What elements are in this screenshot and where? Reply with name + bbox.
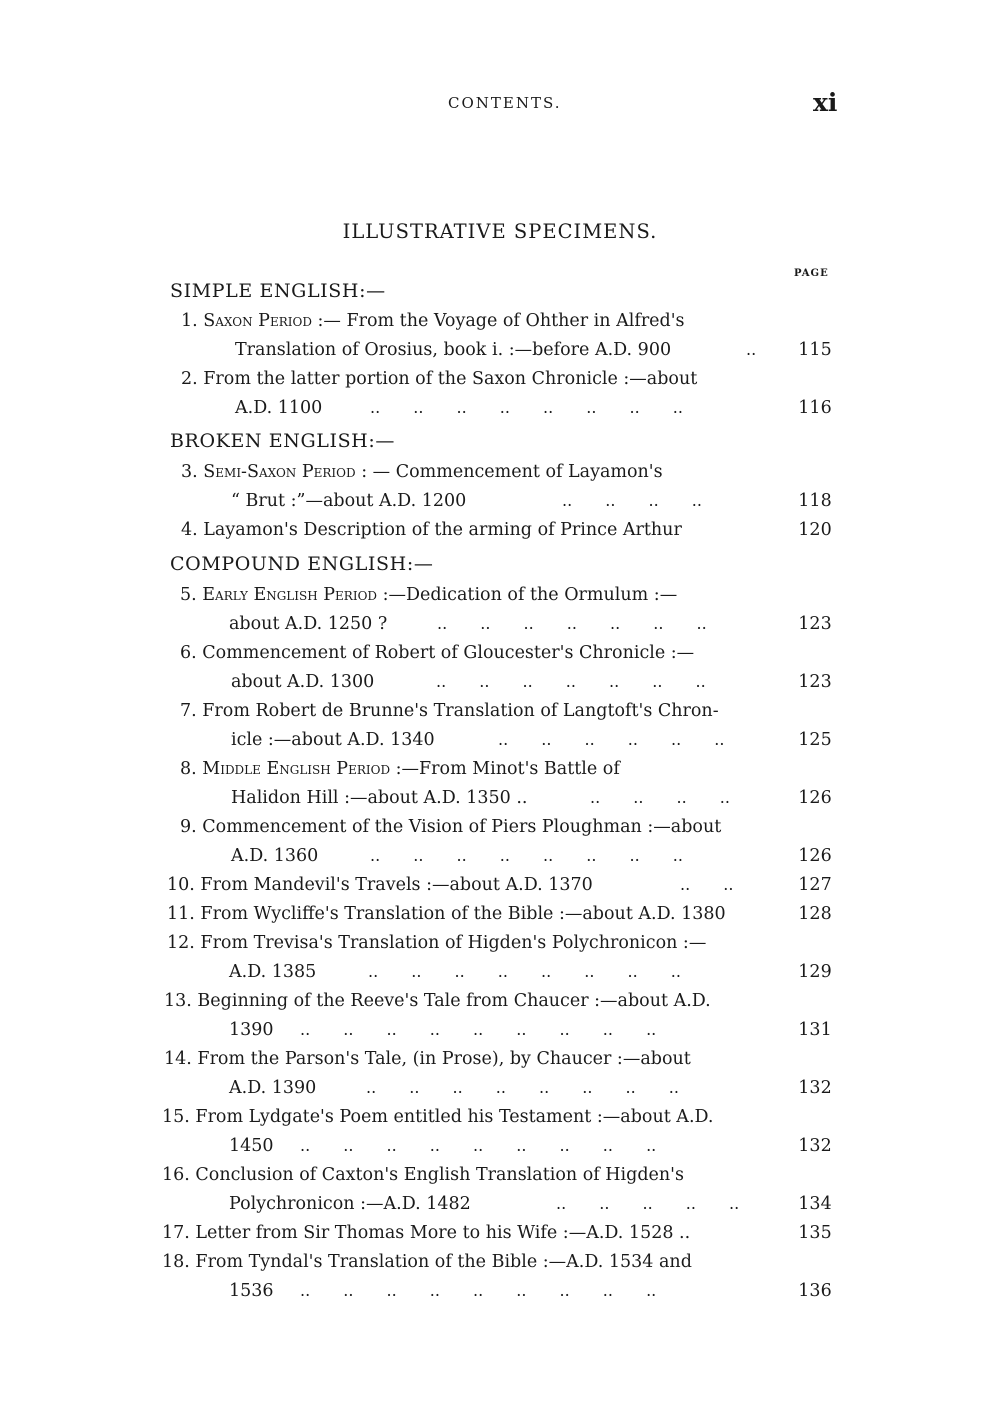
leader-dots: .. .. .. .. .. .. .. .. ..	[300, 1020, 657, 1039]
entry-13-page: 131	[798, 1020, 832, 1040]
leader-dots: .. .. .. .. .. .. .. .. ..	[300, 1136, 657, 1155]
leader-dots: .. .. .. .. .. .. .. ..	[370, 846, 683, 865]
entry-9-page: 126	[798, 846, 832, 866]
entry-2-page: 116	[798, 398, 832, 418]
entry-5-line-2: about A.D. 1250 ?	[229, 614, 388, 634]
entry-3-line-2: “ Brut :”—about A.D. 1200	[231, 491, 467, 511]
entry-1-line-1: 1. Saxon Period :— From the Voyage of Ohther in Alfred's	[181, 311, 685, 331]
running-title: CONTENTS.	[448, 94, 562, 112]
entry-14-line-2: A.D. 1390	[229, 1078, 317, 1098]
entry-9-line-1: 9. Commencement of the Vision of Piers Ploughman :—about	[180, 817, 722, 837]
page-column-label: PAGE	[794, 268, 829, 279]
entry-18-line-2: 1536	[229, 1281, 274, 1301]
entry-15-line-1: 15. From Lydgate's Poem entitled his Testament :—about A.D.	[162, 1107, 714, 1127]
entry-12-line-2: A.D. 1385	[229, 962, 317, 982]
entry-13-line-2: 1390	[229, 1020, 274, 1040]
entry-2-line-2: A.D. 1100	[235, 398, 323, 418]
entry-16-page: 134	[798, 1194, 832, 1214]
entry-17-line-1: 17. Letter from Sir Thomas More to his Wife :—A.D. 1528 ..	[162, 1223, 691, 1243]
entry-14-page: 132	[798, 1078, 832, 1098]
section-simple-english: SIMPLE ENGLISH:—	[170, 280, 386, 302]
entry-17-page: 135	[798, 1223, 832, 1243]
entry-10-line-1: 10. From Mandevil's Travels :—about A.D. 1370	[167, 875, 593, 895]
leader-dots: .. .. .. .. .. .. .. ..	[370, 398, 683, 417]
leader-dots: .. .. .. .. .. .. ..	[437, 614, 707, 633]
entry-7-line-2: icle :—about A.D. 1340	[231, 730, 435, 750]
entry-4-line-1: 4. Layamon's Description of the arming of Prince Arthur	[181, 520, 682, 540]
entry-6-line-2: about A.D. 1300	[231, 672, 375, 692]
entry-12-line-1: 12. From Trevisa's Translation of Higden's Polychronicon :—	[167, 933, 707, 953]
entry-11-page: 128	[798, 904, 832, 924]
page-number: xi	[813, 88, 838, 117]
leader-dots: .. .. .. .. .. .. .. ..	[366, 1078, 679, 1097]
entry-16-line-1: 16. Conclusion of Caxton's English Translation of Higden's	[162, 1165, 684, 1185]
entry-5-page: 123	[798, 614, 832, 634]
entry-9-line-2: A.D. 1360	[231, 846, 319, 866]
entry-15-page: 132	[798, 1136, 832, 1156]
entry-5-line-1: 5. Early English Period :—Dedication of the Ormulum :—	[180, 585, 678, 605]
leader-dots: .. .. .. .. .. ..	[498, 730, 725, 749]
entry-3-page: 118	[798, 491, 832, 511]
entry-14-line-1: 14. From the Parson's Tale, (in Prose), by Chaucer :—about	[164, 1049, 691, 1069]
section-broken-english: BROKEN ENGLISH:—	[170, 430, 395, 452]
entry-18-line-1: 18. From Tyndal's Translation of the Bible :—A.D. 1534 and	[162, 1252, 692, 1272]
entry-3-line-1: 3. Semi-Saxon Period : — Commencement of Layamon's	[181, 462, 663, 482]
leader-dots: ..	[746, 340, 757, 359]
running-head	[0, 90, 1000, 120]
leader-dots: .. .. .. .. ..	[556, 1194, 740, 1213]
entry-15-line-2: 1450	[229, 1136, 274, 1156]
entry-2-line-1: 2. From the latter portion of the Saxon Chronicle :—about	[181, 369, 698, 389]
leader-dots: .. .. .. ..	[590, 788, 730, 807]
entry-1-page: 115	[798, 340, 832, 360]
entry-11-line-1: 11. From Wycliffe's Translation of the Bible :—about A.D. 1380	[167, 904, 726, 924]
entry-10-page: 127	[798, 875, 832, 895]
entry-6-line-1: 6. Commencement of Robert of Gloucester's Chronicle :—	[180, 643, 695, 663]
entry-16-line-2: Polychronicon :—A.D. 1482	[229, 1194, 471, 1214]
entry-1-line-2: Translation of Orosius, book i. :—before A.D. 900	[235, 340, 672, 360]
entry-7-page: 125	[798, 730, 832, 750]
entry-18-page: 136	[798, 1281, 832, 1301]
leader-dots: .. .. .. .. .. .. .. ..	[368, 962, 681, 981]
entry-13-line-1: 13. Beginning of the Reeve's Tale from Chaucer :—about A.D.	[164, 991, 711, 1011]
section-heading: ILLUSTRATIVE SPECIMENS.	[342, 220, 658, 243]
leader-dots: .. .. .. ..	[562, 491, 702, 510]
entry-8-line-1: 8. Middle English Period :—From Minot's Battle of	[180, 759, 620, 779]
entry-8-line-2: Halidon Hill :—about A.D. 1350 ..	[231, 788, 528, 808]
leader-dots: .. .. .. .. .. .. .. .. ..	[300, 1281, 657, 1300]
entry-4-page: 120	[798, 520, 832, 540]
entry-6-page: 123	[798, 672, 832, 692]
entry-12-page: 129	[798, 962, 832, 982]
section-compound-english: COMPOUND ENGLISH:—	[170, 553, 434, 575]
entry-7-line-1: 7. From Robert de Brunne's Translation of Langtoft's Chron-	[180, 701, 719, 721]
leader-dots: .. .. .. .. .. .. ..	[436, 672, 706, 691]
entry-8-page: 126	[798, 788, 832, 808]
leader-dots: .. ..	[680, 875, 734, 894]
